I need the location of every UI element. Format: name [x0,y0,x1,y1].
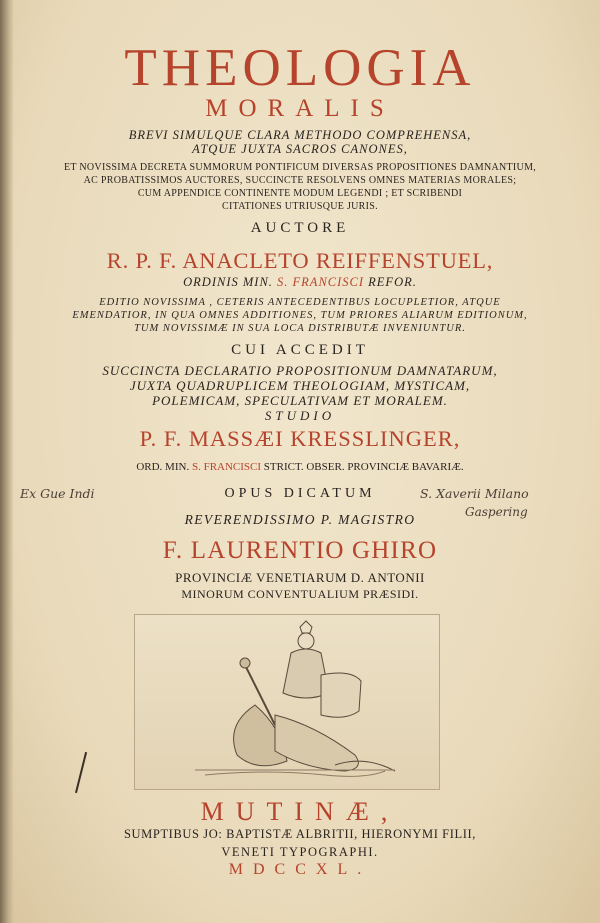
editor-order-b: S. FRANCISCI [191,461,262,473]
book-title: THEOLOGIA [124,39,476,97]
place-of-publication: MUTINÆ, [200,797,400,826]
description-line-4: AC PROBATISSIMOS AUCTORES, SUCCINCTE RESOLVENS OMNES MATERIAS MORALES; [83,175,517,186]
editor-order [0,461,600,473]
handwritten-note-right-2: Gaspering [465,505,528,519]
studio-label: STUDIO [264,408,336,423]
printer-line-1: SUMPTIBUS JO: BAPTISTÆ ALBRITII, HIERONYMI FILII, [124,827,476,841]
auctore-label: AUCTORE [250,220,350,236]
handwritten-note-left: Ex Gue Indi [20,486,95,501]
accedit-line-3: POLEMICAM, SPECULATIVAM ET MORALEM. [152,393,448,408]
edition-line-1: EDITIO NOVISSIMA , CETERIS ANTECEDENTIBUS LOCUPLETIOR, ATQUE [99,297,501,308]
description-line-6: CITATIONES UTRIUSQUE JURIS. [222,201,378,212]
author-order-a: ORDINIS MIN. [183,275,273,289]
province-line-2: MINORUM CONVENTUALIUM PRÆSIDI. [181,587,419,601]
description-line-3: ET NOVISSIMA DECRETA SUMMORUM PONTIFICUM DIVERSAS PROPOSITIONES DAMNANTIUM, [63,162,537,173]
opus-dicatum-label: OPUS DICATUM [224,486,376,501]
printer-line-2: VENETI TYPOGRAPHI. [221,845,379,859]
accedit-line-1: SUCCINCTA DECLARATIO PROPOSITIONUM DAMNATARUM, [102,363,498,378]
engraving-plate [134,614,440,790]
province-line-1: PROVINCIÆ VENETIARUM D. ANTONII [175,570,425,585]
description-line-1: BREVI SIMULQUE CLARA METHODO COMPREHENSA, [128,128,472,142]
author-order-c: REFOR. [368,275,417,289]
description-line-5: CUM APPENDICE CONTINENTE MODUM LEGENDI ; ET SCRIBENDI [137,188,463,199]
handwritten-note-right: S. Xaverii Milano [420,486,529,501]
engraving-allegory [135,615,439,789]
ink-stroke [75,752,91,794]
edition-line-2: EMENDATIOR, IN QUA OMNES ADDITIONES, TUM PRIORES ALIARUM EDITIONUM, [72,310,528,321]
dedicatee-name: F. LAURENTIO GHIRO [162,537,438,564]
accedit-line-2: JUXTA QUADRUPLICEM THEOLOGIAM, MYSTICAM, [129,378,471,393]
description-line-2: ATQUE JUXTA SACROS CANONES, [192,142,408,156]
reverendissimo-label: REVERENDISSIMO P. MAGISTRO [184,512,416,527]
cui-accedit-label: CUI ACCEDIT [231,342,369,358]
crown-shape [300,621,312,633]
book-subtitle: MORALIS [205,95,395,122]
publication-year: MDCCXL. [228,861,372,878]
author-name: R. P. F. ANACLETO REIFFENSTUEL, [106,248,494,273]
author-order-b: S. FRANCISCI [277,275,365,289]
editor-order-c: STRICT. OBSER. PROVINCIÆ BAVARIÆ. [263,461,464,473]
edition-line-3: TUM NOVISSIMÆ IN SUA LOCA DISTRIBUTÆ INVENIUNTUR. [134,323,466,334]
editor-name: P. F. MASSÆI KRESSLINGER, [139,426,461,451]
author-order [0,275,600,290]
editor-order-a: ORD. MIN. [136,461,190,473]
